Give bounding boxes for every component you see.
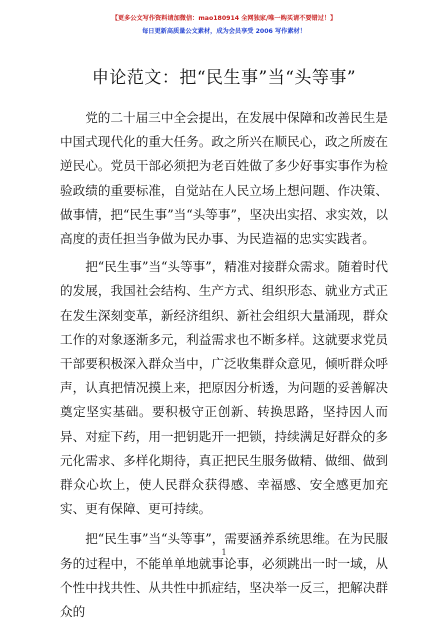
promo-banner-line-2: 每日更新高质量公文素材，成为会员享受 2006 写作素材！ — [142, 28, 306, 35]
page-number: 1 — [221, 548, 227, 557]
paragraph-2: 把“民生事”当“头等事”，精准对接群众需求。随着时代的发展，我国社会结构、生产方式、组织形态、就业方式正在发生深刻变革，新经济组织、新社会组织大量涌现，群众工作的对象逐渐多元，利益需求也不断多样。这就要求党员干部要积极深入群众当中，广泛收集群众意见，倾听群众呼声，认真把情况摸上来，把原因分析透，为问题的妥善解决奠定坚实基础。要积极守正创新、转换思路，坚持因人而异、对症下药，用一把钥匙开一把锁，持续满足好群众的多元化需求、多样化期待，真正把民生服务做精、做细、做到群众心坎上，使人民群众获得感、幸福感、安全感更加充实、更有保障、更可持续。 — [60, 259, 389, 517]
paragraph-1: 党的二十届三中全会提出，在发展中保障和改善民生是中国式现代化的重大任务。政之所兴在顺民心，政之所废在逆民心。党员干部必须把为老百姓做了多少好事实事作为检验政绩的重要标准，自觉站在人民立场上想问题、作决策、做事情，把“民生事”当“头等事”，坚决出实招、求实效，以高度的责任担当争做为民办事、为民造福的忠实实践者。 — [60, 110, 389, 247]
document-title: 申论范文：把“民生事”当“头等事” — [91, 68, 357, 88]
paragraph-3: 把“民生事”当“头等事”，需要涵养系统思维。在为民服务的过程中，不能单单地就事论事，必须跳出一时一域，从个性中找共性、从共性中抓症结，坚决举一反三，把解决群众的 — [60, 531, 389, 620]
promo-banner-line-1: 【更多公文写作资料请加微信：mao180914 全网独家/唯一购买请不要错过！】 — [111, 15, 337, 22]
promo-banner — [0, 12, 448, 38]
